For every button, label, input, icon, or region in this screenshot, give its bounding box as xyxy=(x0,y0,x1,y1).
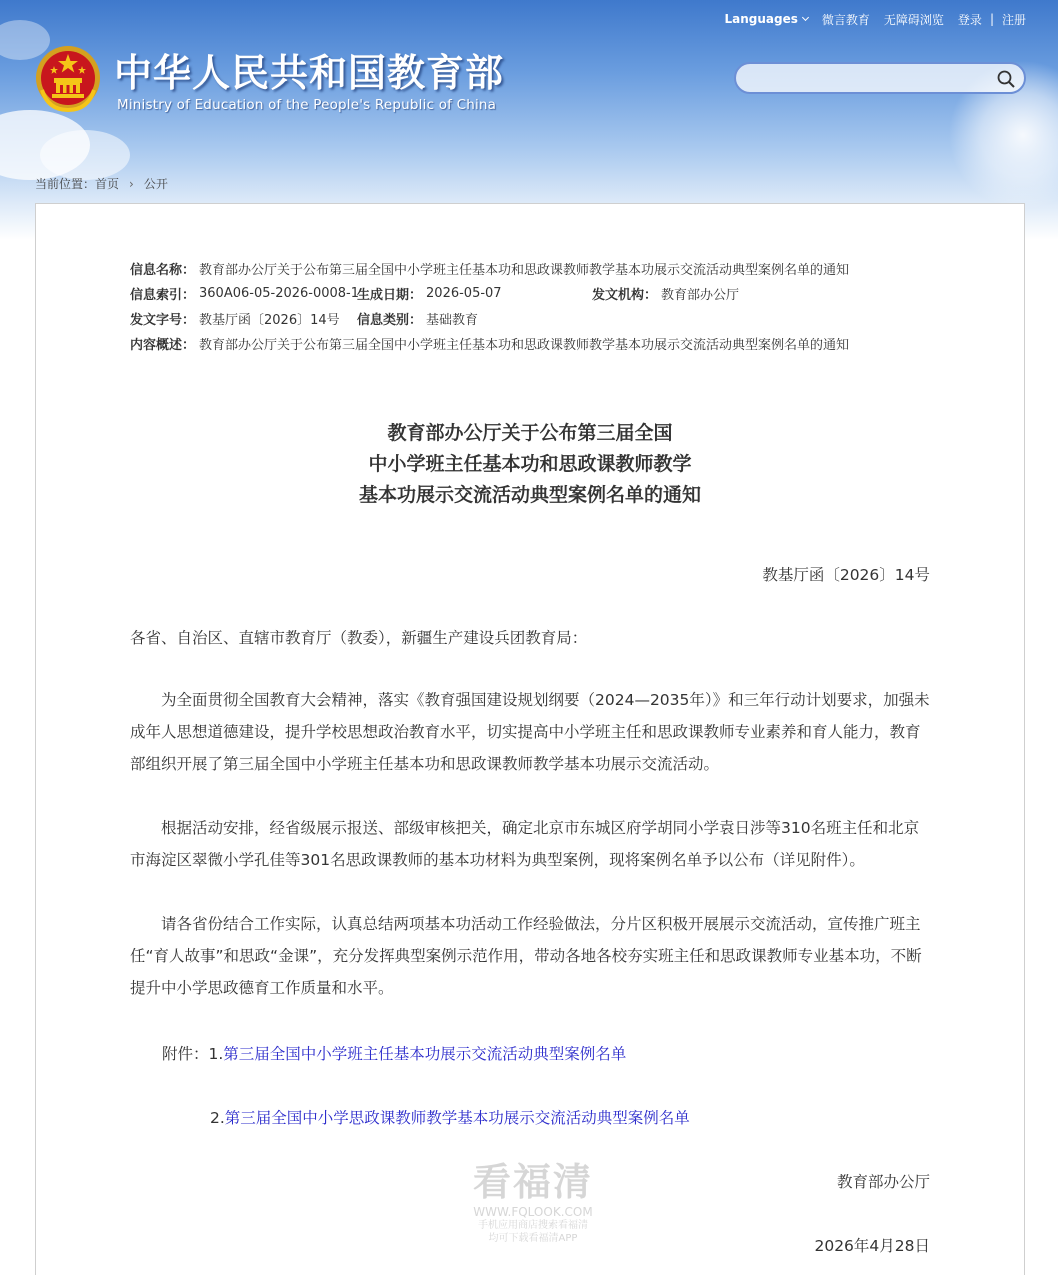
signature-date: 2026年4月28日 xyxy=(814,1237,930,1255)
breadcrumb-home[interactable]: 首页 xyxy=(95,177,120,191)
breadcrumb-current[interactable]: 公开 xyxy=(143,177,168,191)
search-icon[interactable] xyxy=(996,69,1016,89)
breadcrumb xyxy=(35,175,168,192)
breadcrumb-prefix: 当前位置： xyxy=(35,177,96,191)
document-number: 教基厅函〔2026〕14号 xyxy=(762,566,930,584)
meta-row-summary: 内容概述： 教育部办公厅关于公布第三届全国中小学班主任基本功和思政课教师教学基本功展示交流活动典型案例名单的通知 xyxy=(130,338,850,353)
paragraph: 为全面贯彻全国教育大会精神，落实《教育强国建设规划纲要（2024—2035年）》和三年行动计划要求，加强未成年人思想道德建设，提升学校思想政治教育水平，切实提高中小学班主任和思政课教师专业素养和育人能力，教育部组织开展了第三届全国中小学班主任基本功和思政课教师教学基本功展示交流活动。 xyxy=(130,691,930,773)
document-title: 教育部办公厅关于公布第三届全国 中小学班主任基本功和思政课教师教学 基本功展示交流活动典型案例名单的通知 xyxy=(358,422,701,506)
link-separator: | xyxy=(989,12,994,26)
paragraph: 根据活动安排，经省级展示报送、部级审核把关，确定北京市东城区府学胡同小学袁日涉等310名班主任和北京市海淀区翠微小学孔佳等301名思政课教师的基本功材料为典型案例，现将案例名单予以公布（详见附件）。 xyxy=(130,819,920,869)
attachment-2-link[interactable]: 第三届全国中小学思政课教师教学基本功展示交流活动典型案例名单 xyxy=(224,1109,690,1127)
chevron-right-icon: › xyxy=(129,176,134,191)
accessibility-link[interactable]: 无障碍浏览 xyxy=(883,12,944,27)
article-container xyxy=(35,203,1025,1275)
meta-row-index: 信息索引： 360A06-05-2026-0008-1 生成日期： 2026-05-07 发文机构： 教育部办公厅 xyxy=(130,286,740,303)
attachment-1-link[interactable]: 第三届全国中小学班主任基本功展示交流活动典型案例名单 xyxy=(223,1045,627,1063)
info-metadata xyxy=(130,256,849,356)
watermark-line: 手机应用商店搜索看福清 xyxy=(478,1220,588,1231)
top-links-bar xyxy=(725,10,1027,28)
national-emblem-icon[interactable] xyxy=(34,44,102,114)
languages-menu[interactable]: Languages xyxy=(725,12,808,26)
watermark-brand: 看福清 xyxy=(472,1160,593,1204)
login-link[interactable]: 登录 xyxy=(957,12,982,27)
site-title[interactable]: 中华人民共和国教育部 xyxy=(114,51,505,95)
watermark-line: 均可下载看福清APP xyxy=(488,1233,578,1244)
signature-org: 教育部办公厅 xyxy=(836,1173,930,1191)
attachment-2: 2.第三届全国中小学思政课教师教学基本功展示交流活动典型案例名单 xyxy=(210,1109,690,1127)
cloud-decoration xyxy=(40,130,130,180)
watermark-url: WWW.FQLOOK.COM xyxy=(473,1205,593,1219)
search-input[interactable] xyxy=(736,64,976,92)
watermark xyxy=(463,1159,603,1245)
meta-row-docno: 发文字号： 教基厅函〔2026〕14号 信息类别： 基础教育 xyxy=(130,313,479,328)
weiyan-link[interactable]: 微言教育 xyxy=(821,12,870,27)
meta-row-name: 信息名称： 教育部办公厅关于公布第三届全国中小学班主任基本功和思政课教师教学基本功展示交流活动典型案例名单的通知 xyxy=(130,263,850,278)
chevron-down-icon xyxy=(802,14,809,21)
salutation: 各省、自治区、直辖市教育厅（教委），新疆生产建设兵团教育局： xyxy=(130,629,588,647)
search-box xyxy=(734,62,1026,94)
register-link[interactable]: 注册 xyxy=(1001,12,1026,27)
paragraph: 请各省份结合工作实际，认真总结两项基本功活动工作经验做法，分片区积极开展展示交流活动，宣传推广班主任“育人故事”和思政“金课”，充分发挥典型案例示范作用，带动各地各校夯实班主任和思政课教师专业基本功，不断提升中小学思政德育工作质量和水平。 xyxy=(130,915,922,997)
attachment-1: 附件：1.第三届全国中小学班主任基本功展示交流活动典型案例名单 xyxy=(162,1045,627,1063)
site-subtitle: Ministry of Education of the People's Republic of China xyxy=(117,97,497,113)
